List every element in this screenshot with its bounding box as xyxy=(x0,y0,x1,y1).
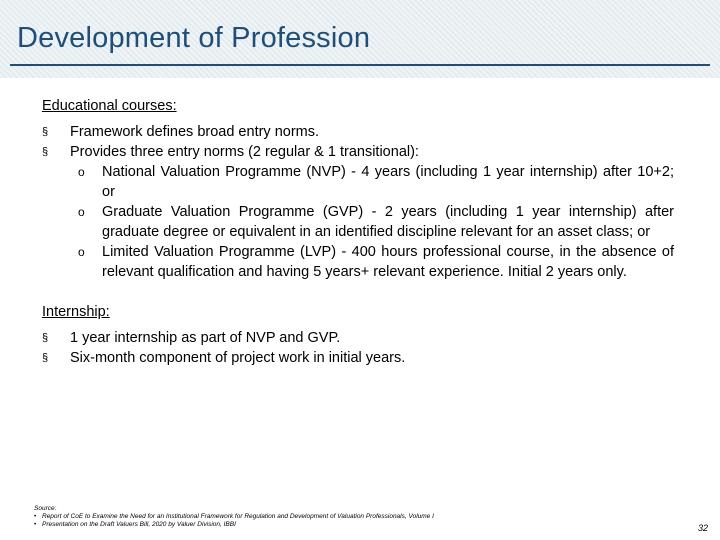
internship-list xyxy=(42,328,674,368)
page-title: Development of Profession xyxy=(17,22,371,54)
square-bullet-icon: § xyxy=(42,352,49,364)
source-item xyxy=(34,513,434,521)
sub-list-item xyxy=(42,202,674,242)
bullet-dot-icon: • xyxy=(34,521,37,528)
list-item-text: 1 year internship as part of NVP and GVP. xyxy=(70,330,341,346)
circle-bullet-icon: o xyxy=(78,165,85,179)
page-number: 32 xyxy=(697,523,708,533)
internship-heading: Internship: xyxy=(42,304,110,320)
sub-list-item xyxy=(42,242,674,282)
list-item-text: Framework defines broad entry norms. xyxy=(70,124,320,140)
square-bullet-icon: § xyxy=(42,146,49,158)
source-item-text: Presentation on the Draft Valuers Bill, 2020 by Valuer Division, IBBI xyxy=(42,521,236,528)
list-item xyxy=(42,122,674,142)
sub-list-item xyxy=(42,162,674,202)
source-item xyxy=(34,521,434,529)
source-label: Source: xyxy=(34,505,57,512)
slide-content xyxy=(42,96,674,368)
source-note xyxy=(34,505,434,529)
title-divider xyxy=(10,64,710,66)
list-item xyxy=(42,142,674,162)
square-bullet-icon: § xyxy=(42,126,49,138)
list-item xyxy=(42,328,674,348)
entry-norms-list xyxy=(42,162,674,282)
source-item-text: Report of CoE to Examine the Need for an Institutional Framework for Regulation and Development of Valuation Professionals, Volume I xyxy=(42,513,434,520)
sub-list-item-text: Limited Valuation Programme (LVP) - 400 hours professional course, in the absence of relevant qualification and having 5 years+ relevant experience. Initial 2 years only. xyxy=(102,244,674,280)
educational-courses-list xyxy=(42,122,674,162)
sub-list-item-text: Graduate Valuation Programme (GVP) - 2 years (including 1 year internship) after graduate degree or equivalent in an identified discipline relevant for an asset class; or xyxy=(102,204,674,240)
list-item xyxy=(42,348,674,368)
educational-courses-heading: Educational courses: xyxy=(42,98,177,114)
list-item-text: Six-month component of project work in initial years. xyxy=(70,350,406,366)
circle-bullet-icon: o xyxy=(78,245,85,259)
sub-list-item-text: National Valuation Programme (NVP) - 4 years (including 1 year internship) after 10+2; or xyxy=(102,164,674,200)
list-item-text: Provides three entry norms (2 regular & 1 transitional): xyxy=(70,144,419,160)
circle-bullet-icon: o xyxy=(78,205,85,219)
bullet-dot-icon: • xyxy=(34,513,37,520)
square-bullet-icon: § xyxy=(42,332,49,344)
